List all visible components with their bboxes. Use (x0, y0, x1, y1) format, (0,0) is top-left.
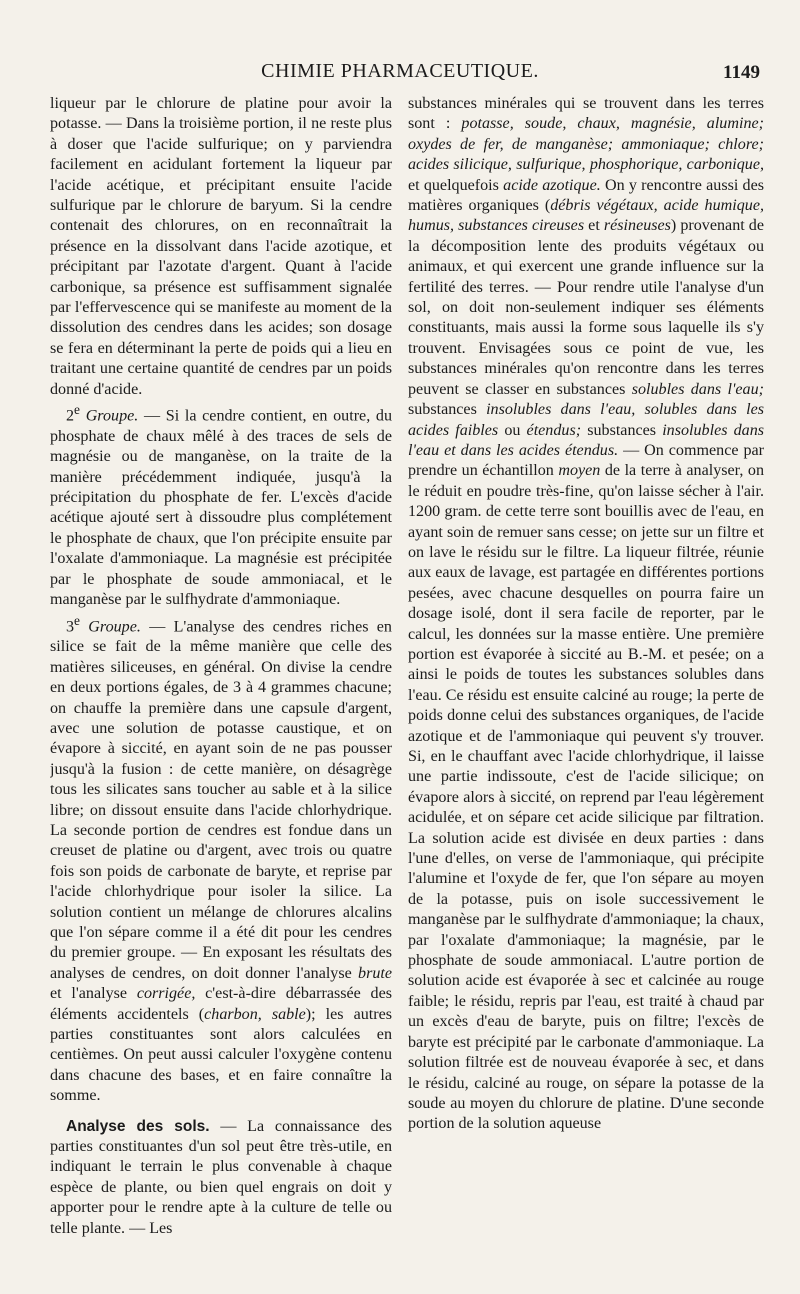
italic-run: résineuses (603, 217, 671, 235)
group-3-ordinal: e (74, 612, 80, 628)
italic-run: solubles dans l'eau; (631, 380, 764, 398)
text-run: et (588, 217, 600, 235)
group-2-ordinal: e (74, 402, 80, 418)
paragraph-group-2 (50, 400, 392, 610)
text-run: substances (587, 421, 657, 439)
left-column (50, 94, 392, 1284)
text-run: et quelquefois (408, 176, 499, 194)
running-title: CHIMIE PHARMACEUTIQUE. (261, 60, 539, 82)
italic-run: débris végétaux, acide humique, humus, substances cireuses (408, 197, 764, 235)
group-3-number: 3 (66, 617, 75, 635)
page-header (36, 58, 764, 88)
right-column (408, 94, 764, 1284)
group-3-text-c: ); les autres parties constituantes sont alors calculées en centièmes. On peut aussi calculer l'oxygène contenu dans chacune des bases, et en faire connaître la somme. (50, 1005, 392, 1105)
group-3-text-a: — L'analyse des cendres riches en silice se fait de la même manière que celle des matières siliceuses, en général. On divise la cendre en deux portions égales, de 3 à 4 grammes chacune; on chauffe la première dans une capsule d'argent, avec une solution de potasse caustique, et on évapore à siccité, en ayant soin de ne pas pousser jusqu'à la fusion : de cette manière, on désagrège tous les silicates sans toucher au sable et à la silice libre; on dissout ensuite dans l'acide chlorhydrique. La seconde portion de cendres est fondue dans un creuset de platine ou d'argent, avec trois ou quatre fois son poids de carbonate de baryte, et reprise par l'acide chlorhydrique pour isoler la silice. La solution contient un mélange de chlorures alcalins que l'on sépare comme il a été dit pour les cendres du premier groupe. — En exposant les résultats des analyses de cendres, on doit donner l'analyse (50, 617, 392, 982)
text-run: — On commence par prendre un échantillon (408, 441, 764, 480)
italic-run: insolubles dans l'eau et dans les acides étendus. (408, 421, 764, 459)
group-3-brute: brute (358, 964, 392, 982)
text-run: ou (504, 421, 521, 439)
group-3-corrigee: corrigée, (136, 985, 196, 1003)
italic-run: moyen (558, 462, 601, 480)
italic-run: potasse, soude, chaux, magnésie, alumine; oxydes de fer, de manganèse; ammoniaque; chlore; acides silicique, sulfurique, phosphorique, carbonique, (408, 115, 764, 174)
italic-run: étendus; (526, 421, 582, 439)
section-heading-soil-analysis: Analyse des sols. (66, 1117, 210, 1135)
text-run: On y rencontre aussi des matières organiques ( (408, 176, 764, 215)
soil-analysis-intro: — La connaissance des parties constituantes d'un sol peut être très-utile, en indiquant le terrain le plus convenable à chaque espèce de plante, ou bien quel engrais on doit y apporter pour le rendre apte à la culture de telle ou telle plante. — Les (50, 1117, 392, 1237)
group-3-text-b: c'est-à-dire débarrassée des éléments accidentels ( (50, 985, 392, 1023)
text-run: ) provenant de la décomposition lente des produits végétaux ou animaux, et qui exercent une grande influence sur la fertilité des terres. — Pour rendre utile l'analyse d'un sol, on doit non-seulement indiquer ses éléments constituants, mais aussi la forme sous laquelle ils s'y trouvent. Envisagées sous ce point de vue, les substances minérales qu'on rencontre dans les terres peuvent se classer en substances (408, 217, 764, 398)
group-3-charbon: charbon, sable (204, 1005, 306, 1023)
italic-run: insolubles dans l'eau, solubles dans les acides faibles (408, 401, 764, 439)
group-3-label: Groupe. (88, 617, 141, 635)
text-run: substances (408, 401, 477, 419)
paragraph-ash-analysis-continued: liqueur par le chlorure de platine pour avoir la potasse. — Dans la troisième portion, il ne reste plus à doser que l'acide sulfurique; on y parviendra facilement en acidulant fortement la liqueur par l'acide acétique, et précipitant ensuite l'acide sulfurique par le chlorure de baryum. Si la cendre contenait des chlorures, on en reconnaîtrait la présence en la dissolvant dans l'acide azotique, et précipitant par l'azotate d'argent. Quant à l'acide carbonique, sa présence est suffisamment signalée par l'effervescence qui se manifeste au moment de la dissolution des cendres dans les acides; son dosage se fera en déterminant la perte de poids qui a lieu en traitant une certaine quantité de cendres par un poids donné d'acide. (50, 95, 392, 398)
group-3-and: et l'analyse (50, 985, 128, 1003)
paragraph-group-3 (50, 611, 392, 1107)
group-2-number: 2 (66, 407, 75, 425)
text-run: de la terre à analyser, on le réduit en poudre très-fine, qu'on laisse sécher à l'air. 1200 gram. de cette terre sont bouillis avec de l'eau, en ayant soin de remuer sans cesse; on jette sur un filtre et on lave le résidu sur le filtre. La liqueur filtrée, réunie aux eaux de lavage, est partagée en différentes portions pesées, avec chacune desquelles on pourra faire un dosage isolé, dont il sera facile de reporter, par le calcul, les données sur la masse entière. Une première portion est évaporée à siccité au B.-M. et pesée; on a ainsi le poids de toutes les substances solubles dans l'eau. Ce résidu est ensuite calciné au rouge; la perte de poids donne celui des substances organiques, de l'acide azotique et de l'ammoniaque qui peuvent s'y trouver. Si, en le chauffant avec l'acide chlorhydrique, il laisse une partie indissoute, c'est de l'acide silicique; on évapore alors à siccité, on reprend par l'eau légèrement acidulée, et on sépare cet acide silicique par filtration. La solution acide est divisée en deux parties : dans l'une d'elles, on verse de l'ammoniaque, qui précipite l'alumine et l'oxyde de fer, que l'on sépare au moyen de la potasse, puis on isole successivement le manganèse par le sulfhydrate d'ammoniaque; la chaux, par l'oxalate d'ammoniaque; la magnésie, par le phosphate de soude ammoniacal. L'autre portion de solution acide est évaporée à sec et calcinée au rouge faible; le résidu, repris par l'eau, est traité à chaud par un excès d'eau de baryte, puis on filtre; l'excès de baryte est précipité par le carbonate d'ammoniaque. La solution filtrée est de nouveau évaporée à sec, et dans le résidu, calciné au rouge, on sépare la potasse de la soude au moyen du chlorure de platine. D'une seconde portion de la solution aqueuse (408, 462, 764, 1133)
group-2-label: Groupe. (85, 407, 139, 425)
group-2-text: — Si la cendre contient, en outre, du phosphate de chaux mêlé à des traces de sels de magnésie ou de manganèse, on la traite de la manière précédemment indiquée, jusqu'à la précipitation du phosphate de fer. L'excès d'acide acétique ajouté sert à dissoudre plus complétement le phosphate de chaux, que l'on précipite ensuite par l'oxalate d'ammoniaque. La magnésie est précipitée par le phosphate de soude ammoniacal, et le manganèse par le sulfhydrate d'ammoniaque. (50, 407, 392, 609)
text-run: substances minérales qui se trouvent dans les terres sont : (408, 95, 764, 133)
italic-run: acide azotique. (503, 176, 601, 194)
paragraph-soil-substances (408, 94, 764, 1135)
paragraph-soil-analysis (50, 1117, 392, 1239)
page-number: 1149 (723, 62, 760, 83)
